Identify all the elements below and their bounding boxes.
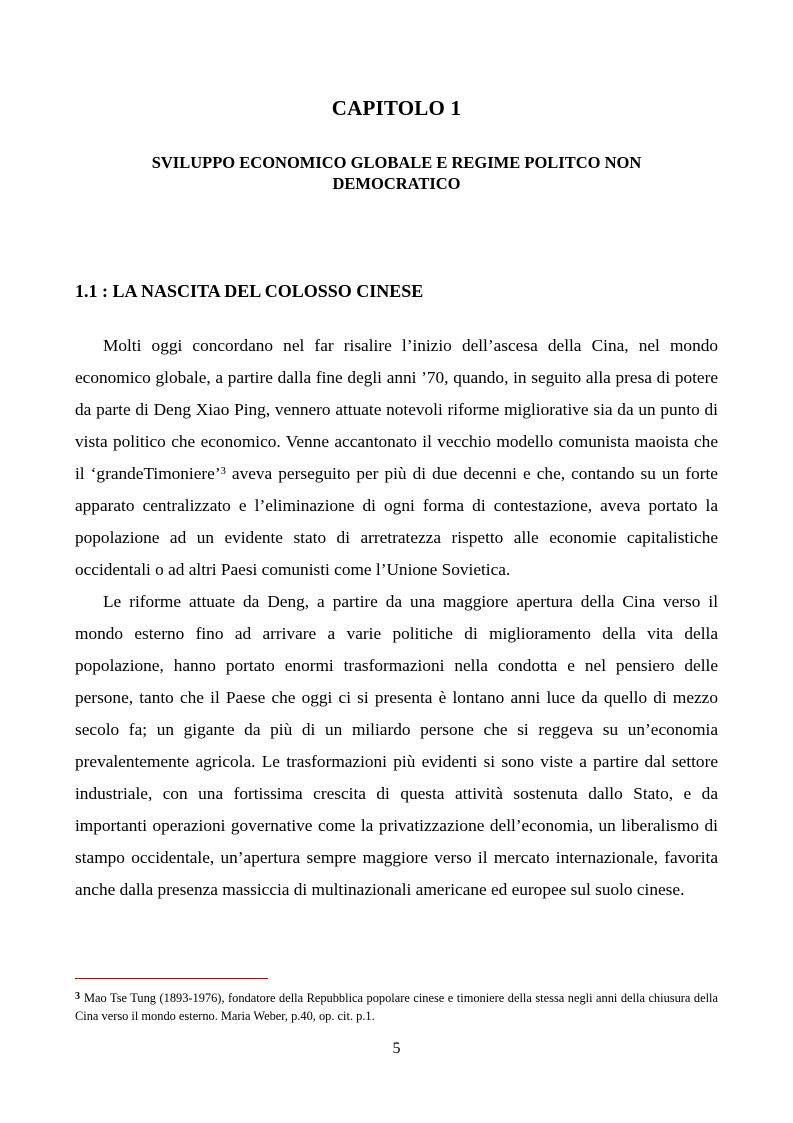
section-heading: 1.1 : LA NASCITA DEL COLOSSO CINESE [75, 281, 424, 301]
footnote-reference: 3 [220, 466, 226, 477]
body-text [75, 330, 718, 906]
page-number: 5 [392, 1040, 401, 1057]
paragraph-1-text-a: Molti oggi concordano nel far risalire l’inizio dell’ascesa della Cina, nel mondo economico globale, a partire dalla fine degli anni ’70, quando, in seguito alla presa di potere da parte di Deng Xiao Ping, vennero attuate notevoli riforme migliorative sia da un punto di vista politico che economico. Venne accantonato il vecchio modello comunista maoista che il ‘grandeTimoniere’ [75, 336, 718, 483]
paragraph-2: Le riforme attuate da Deng, a partire da una maggiore apertura della Cina verso il mondo esterno fino ad arrivare a varie politiche di miglioramento della vita della popolazione, hanno portato enormi trasformazioni nella condotta e nel pensiero delle persone, tanto che il Paese che oggi ci si presenta è lontano anni luce da quello di mezzo secolo fa; un gigante da più di un miliardo persone che si reggeva su un’economia prevalentemente agricola. Le trasformazioni più evidenti si sono viste a partire dal settore industriale, con una fortissima crescita di questa attività sostenuta dallo Stato, e da importanti operazioni governative come la privatizzazione dell’economia, un liberalismo di stampo occidentale, un’apertura sempre maggiore verso il mercato internazionale, favorita anche dalla presenza massiccia di multinazionali americane ed europee sul suolo cinese. [75, 592, 718, 899]
chapter-title: CAPITOLO 1 [331, 96, 462, 120]
paragraph-1-text-b: aveva perseguito per più di due decenni e che, contando su un forte apparato centralizzato e l’eliminazione di ogni forma di contestazione, aveva portato la popolazione ad un evidente stato di arretratezza rispetto alle economie capitalistiche occidentali o ad altri Paesi comunisti come l’Unione Sovietica. [75, 464, 718, 579]
footnote-text: Mao Tse Tung (1893-1976), fondatore della Repubblica popolare cinese e timoniere della stessa negli anni della chiusura della Cina verso il mondo esterno. Maria Weber, p.40, op. cit. p.1. [75, 991, 718, 1023]
footnote-separator [75, 978, 268, 979]
footnote [75, 989, 718, 1025]
chapter-subtitle: SVILUPPO ECONOMICO GLOBALE E REGIME POLITCO NON DEMOCRATICO [151, 153, 642, 193]
footnote-number: 3 [75, 991, 80, 1002]
paragraph-1 [75, 330, 718, 586]
